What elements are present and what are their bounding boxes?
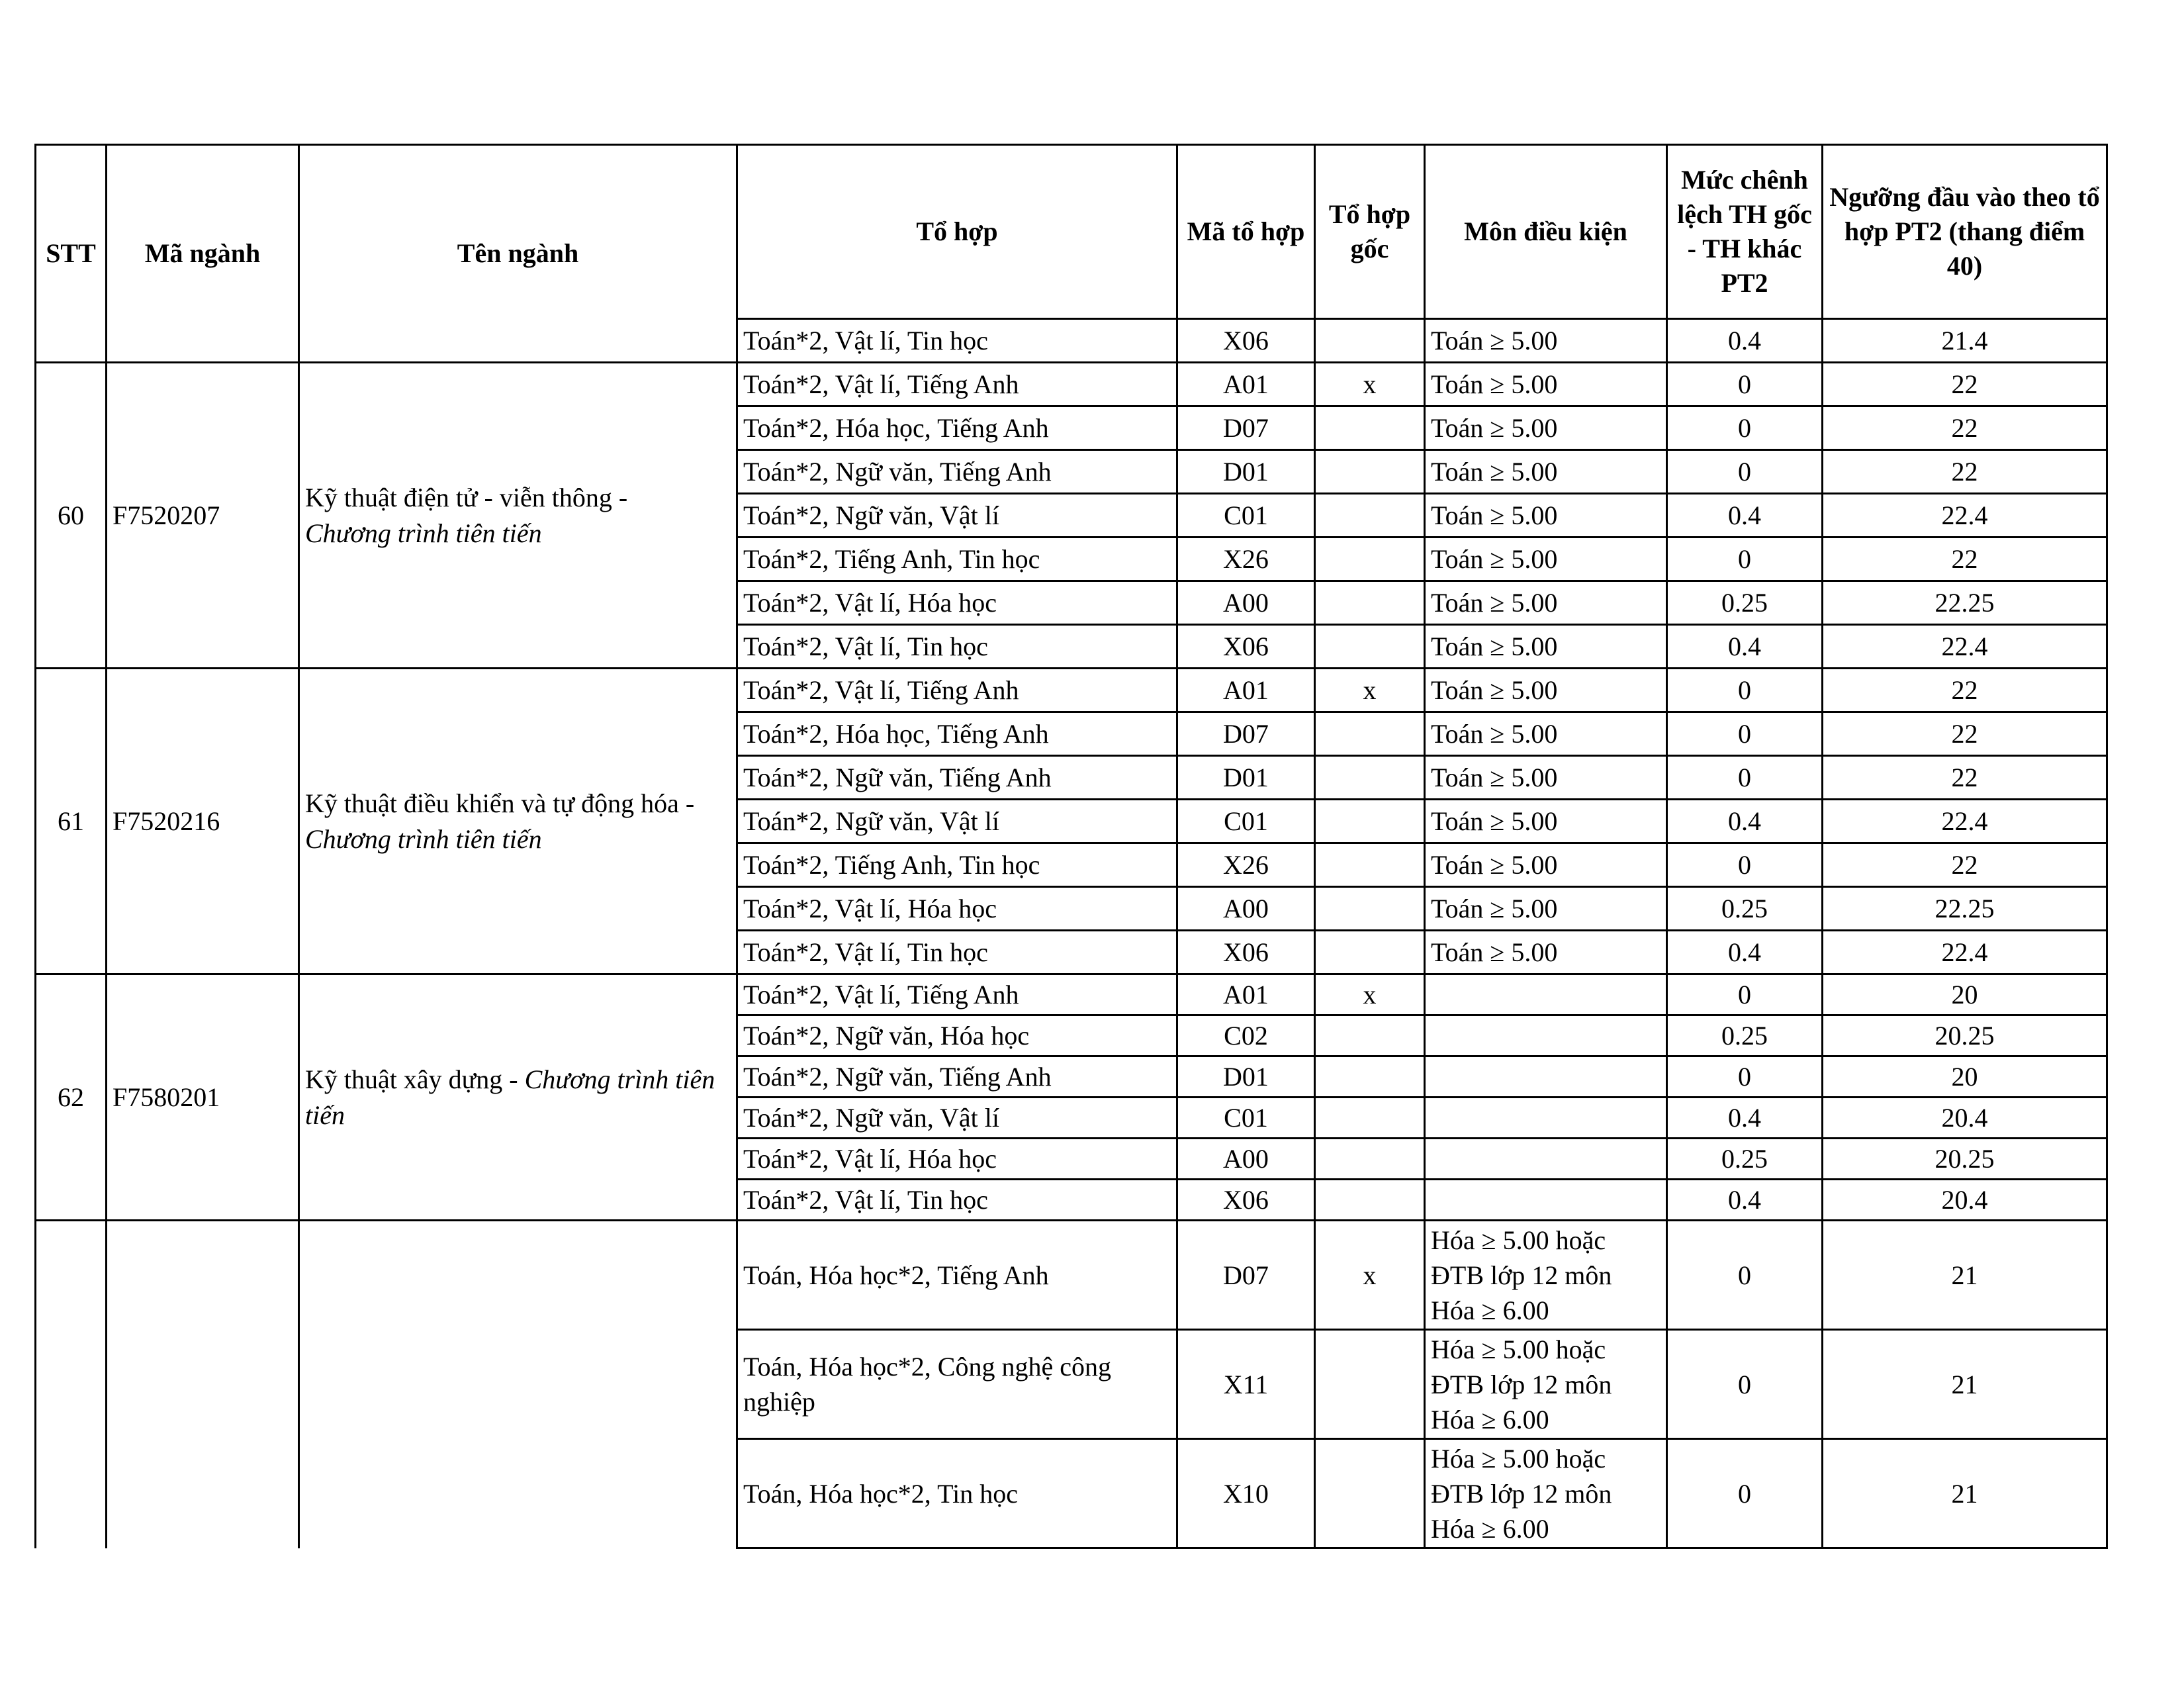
cell-to-hop: Toán*2, Tiếng Anh, Tin học (737, 843, 1177, 887)
cell-mon-dieu-kien: Toán ≥ 5.00 (1425, 581, 1667, 625)
cell-mon-dieu-kien: Toán ≥ 5.00 (1425, 494, 1667, 538)
ten-nganh-text: Kỹ thuật xây dựng - (305, 1064, 525, 1094)
cell-to-hop-goc (1315, 756, 1425, 800)
cell-ten-nganh (299, 1221, 737, 1548)
ten-nganh-text: Kỹ thuật điều khiển và tự động hóa - (305, 788, 695, 818)
cell-ma-to-hop: X06 (1177, 1180, 1315, 1221)
cell-chenh-lech: 0 (1667, 1221, 1823, 1330)
cell-to-hop-goc (1315, 1056, 1425, 1098)
header-row (36, 145, 2107, 319)
cell-to-hop: Toán*2, Ngữ văn, Tiếng Anh (737, 450, 1177, 494)
cell-nguong: 22.4 (1823, 494, 2107, 538)
cell-to-hop-goc (1315, 1330, 1425, 1439)
cell-mon-dieu-kien (1425, 1180, 1667, 1221)
cell-chenh-lech: 0 (1667, 406, 1823, 450)
cell-mon-dieu-kien (1425, 1439, 1667, 1548)
cell-to-hop: Toán*2, Vật lí, Hóa học (737, 1139, 1177, 1180)
cell-nguong: 20.25 (1823, 1139, 2107, 1180)
cell-to-hop-goc (1315, 1139, 1425, 1180)
cell-mon-dieu-kien: Toán ≥ 5.00 (1425, 538, 1667, 581)
cell-nguong: 21 (1823, 1439, 2107, 1548)
cell-ma-nganh: F7520207 (107, 363, 299, 669)
cell-chenh-lech: 0.4 (1667, 1098, 1823, 1139)
cell-ma-to-hop: D07 (1177, 712, 1315, 756)
cell-nguong: 22.4 (1823, 625, 2107, 669)
cell-mon-dieu-kien (1425, 1098, 1667, 1139)
cell-chenh-lech: 0.25 (1667, 1139, 1823, 1180)
cell-nguong: 22 (1823, 450, 2107, 494)
cell-to-hop-goc (1315, 1098, 1425, 1139)
cell-chenh-lech: 0 (1667, 669, 1823, 712)
cell-mon-dieu-kien: Toán ≥ 5.00 (1425, 406, 1667, 450)
cell-to-hop-goc (1315, 450, 1425, 494)
cell-ma-to-hop: D07 (1177, 406, 1315, 450)
cell-to-hop: Toán*2, Ngữ văn, Hóa học (737, 1015, 1177, 1056)
cell-ma-to-hop: A01 (1177, 669, 1315, 712)
cell-chenh-lech: 0 (1667, 1330, 1823, 1439)
cell-ma-to-hop: X10 (1177, 1439, 1315, 1548)
cell-ma-to-hop: D01 (1177, 450, 1315, 494)
cell-to-hop: Toán*2, Vật lí, Tiếng Anh (737, 974, 1177, 1015)
cell-chenh-lech: 0.4 (1667, 319, 1823, 363)
condition-line-3: Hóa ≥ 6.00 (1431, 1295, 1549, 1325)
cell-nguong: 22 (1823, 406, 2107, 450)
cell-to-hop-goc (1315, 800, 1425, 843)
condition-line-2: ĐTB lớp 12 môn (1431, 1478, 1612, 1509)
cell-to-hop-goc: x (1315, 363, 1425, 406)
cell-to-hop-goc (1315, 494, 1425, 538)
cell-to-hop: Toán, Hóa học*2, Tiếng Anh (737, 1221, 1177, 1330)
cell-chenh-lech: 0 (1667, 756, 1823, 800)
cell-ma-to-hop: C01 (1177, 1098, 1315, 1139)
cell-to-hop-goc (1315, 406, 1425, 450)
cell-to-hop: Toán*2, Vật lí, Tin học (737, 625, 1177, 669)
cell-chenh-lech: 0.25 (1667, 1015, 1823, 1056)
cell-ma-to-hop: C01 (1177, 800, 1315, 843)
cell-nguong: 22 (1823, 756, 2107, 800)
col-header-stt: STT (36, 145, 107, 363)
cell-nguong: 22.4 (1823, 800, 2107, 843)
cell-nguong: 22 (1823, 669, 2107, 712)
cell-chenh-lech: 0 (1667, 363, 1823, 406)
cell-ten-nganh (299, 669, 737, 974)
cell-ma-to-hop: C01 (1177, 494, 1315, 538)
cell-chenh-lech: 0.4 (1667, 1180, 1823, 1221)
cell-to-hop-goc (1315, 887, 1425, 931)
cell-mon-dieu-kien (1425, 1015, 1667, 1056)
cell-to-hop: Toán*2, Hóa học, Tiếng Anh (737, 712, 1177, 756)
cell-nguong: 20 (1823, 1056, 2107, 1098)
cell-mon-dieu-kien: Toán ≥ 5.00 (1425, 931, 1667, 974)
cell-to-hop-goc (1315, 931, 1425, 974)
cell-nguong: 21.4 (1823, 319, 2107, 363)
cell-stt: 62 (36, 974, 107, 1221)
cell-ten-nganh (299, 363, 737, 669)
cell-to-hop: Toán*2, Vật lí, Tin học (737, 1180, 1177, 1221)
cell-to-hop: Toán, Hóa học*2, Công nghệ công nghiệp (737, 1330, 1177, 1439)
cell-mon-dieu-kien (1425, 1330, 1667, 1439)
cell-to-hop-goc (1315, 1180, 1425, 1221)
cell-chenh-lech: 0.4 (1667, 494, 1823, 538)
cell-to-hop: Toán, Hóa học*2, Tin học (737, 1439, 1177, 1548)
cell-to-hop-goc (1315, 1015, 1425, 1056)
cell-ma-to-hop: C02 (1177, 1015, 1315, 1056)
cell-mon-dieu-kien: Toán ≥ 5.00 (1425, 800, 1667, 843)
cell-chenh-lech: 0 (1667, 843, 1823, 887)
cell-mon-dieu-kien: Toán ≥ 5.00 (1425, 712, 1667, 756)
cell-chenh-lech: 0.4 (1667, 800, 1823, 843)
cell-chenh-lech: 0 (1667, 974, 1823, 1015)
cell-to-hop-goc (1315, 625, 1425, 669)
cell-nguong: 22.25 (1823, 887, 2107, 931)
cell-to-hop: Toán*2, Vật lí, Hóa học (737, 887, 1177, 931)
condition-line-3: Hóa ≥ 6.00 (1431, 1513, 1549, 1544)
cell-to-hop: Toán*2, Hóa học, Tiếng Anh (737, 406, 1177, 450)
cell-nguong: 22 (1823, 843, 2107, 887)
cell-ma-to-hop: A00 (1177, 581, 1315, 625)
cell-to-hop: Toán*2, Ngữ văn, Vật lí (737, 494, 1177, 538)
condition-line-2: ĐTB lớp 12 môn (1431, 1369, 1612, 1399)
cell-mon-dieu-kien (1425, 1056, 1667, 1098)
cell-nguong: 22 (1823, 363, 2107, 406)
condition-line-1: Hóa ≥ 5.00 hoặc (1431, 1334, 1606, 1364)
cell-to-hop-goc (1315, 538, 1425, 581)
cell-ma-to-hop: A00 (1177, 887, 1315, 931)
cell-to-hop-goc: x (1315, 669, 1425, 712)
cell-chenh-lech: 0.4 (1667, 931, 1823, 974)
cell-nguong: 22.25 (1823, 581, 2107, 625)
cell-to-hop: Toán*2, Tiếng Anh, Tin học (737, 538, 1177, 581)
cell-nguong: 22.4 (1823, 931, 2107, 974)
cell-ma-to-hop: X26 (1177, 843, 1315, 887)
cell-stt: 60 (36, 363, 107, 669)
ten-nganh-program: Chương trình tiên tiến (305, 518, 542, 548)
cell-ma-to-hop: X11 (1177, 1330, 1315, 1439)
col-header-ten-nganh: Tên ngành (299, 145, 737, 363)
cell-to-hop: Toán*2, Ngữ văn, Tiếng Anh (737, 1056, 1177, 1098)
table-row (36, 669, 2107, 712)
cell-to-hop: Toán*2, Ngữ văn, Tiếng Anh (737, 756, 1177, 800)
cell-ma-to-hop: A01 (1177, 974, 1315, 1015)
col-header-ma-to-hop: Mã tổ hợp (1177, 145, 1315, 319)
cell-ma-to-hop: D01 (1177, 756, 1315, 800)
condition-line-2: ĐTB lớp 12 môn (1431, 1260, 1612, 1290)
cell-chenh-lech: 0.25 (1667, 887, 1823, 931)
cell-nguong: 20.25 (1823, 1015, 2107, 1056)
cell-ma-nganh (107, 1221, 299, 1548)
cell-nguong: 20 (1823, 974, 2107, 1015)
cell-chenh-lech: 0 (1667, 538, 1823, 581)
ten-nganh-program: Chương trình tiên tiến (305, 1064, 715, 1130)
cell-to-hop-goc (1315, 843, 1425, 887)
cell-to-hop: Toán*2, Vật lí, Tin học (737, 931, 1177, 974)
cell-ma-to-hop: D07 (1177, 1221, 1315, 1330)
cell-nguong: 20.4 (1823, 1098, 2107, 1139)
cell-mon-dieu-kien: Toán ≥ 5.00 (1425, 756, 1667, 800)
cell-to-hop-goc (1315, 712, 1425, 756)
cell-ma-to-hop: X06 (1177, 319, 1315, 363)
cell-ten-nganh (299, 974, 737, 1221)
cell-mon-dieu-kien: Toán ≥ 5.00 (1425, 843, 1667, 887)
condition-line-1: Hóa ≥ 5.00 hoặc (1431, 1225, 1606, 1255)
table-row (36, 974, 2107, 1015)
cell-mon-dieu-kien (1425, 974, 1667, 1015)
cell-to-hop-goc: x (1315, 974, 1425, 1015)
cell-chenh-lech: 0.25 (1667, 581, 1823, 625)
cell-nguong: 22 (1823, 538, 2107, 581)
cell-to-hop-goc (1315, 1439, 1425, 1548)
cell-nguong: 20.4 (1823, 1180, 2107, 1221)
cell-chenh-lech: 0.4 (1667, 625, 1823, 669)
cell-ma-to-hop: A00 (1177, 1139, 1315, 1180)
cell-ma-nganh: F7580201 (107, 974, 299, 1221)
ten-nganh-program: Chương trình tiên tiến (305, 823, 542, 854)
cell-nguong: 22 (1823, 712, 2107, 756)
cell-mon-dieu-kien (1425, 1139, 1667, 1180)
col-header-ma-nganh: Mã ngành (107, 145, 299, 363)
cell-to-hop-goc: x (1315, 1221, 1425, 1330)
cell-to-hop: Toán*2, Ngữ văn, Vật lí (737, 1098, 1177, 1139)
col-header-nguong: Ngưỡng đầu vào theo tổ hợp PT2 (thang điểm 40) (1823, 145, 2107, 319)
cell-mon-dieu-kien: Toán ≥ 5.00 (1425, 887, 1667, 931)
col-header-mon-dieu-kien: Môn điều kiện (1425, 145, 1667, 319)
cell-nguong: 21 (1823, 1221, 2107, 1330)
cell-to-hop-goc (1315, 319, 1425, 363)
cell-ma-to-hop: A01 (1177, 363, 1315, 406)
cell-ma-to-hop: X06 (1177, 625, 1315, 669)
col-header-to-hop: Tổ hợp (737, 145, 1177, 319)
admission-table (34, 144, 2108, 1549)
cell-nguong: 21 (1823, 1330, 2107, 1439)
cell-mon-dieu-kien: Toán ≥ 5.00 (1425, 625, 1667, 669)
condition-line-3: Hóa ≥ 6.00 (1431, 1404, 1549, 1434)
table-row (36, 1221, 2107, 1330)
cell-ma-nganh: F7520216 (107, 669, 299, 974)
cell-mon-dieu-kien: Toán ≥ 5.00 (1425, 363, 1667, 406)
cell-mon-dieu-kien: Toán ≥ 5.00 (1425, 669, 1667, 712)
cell-to-hop: Toán*2, Ngữ văn, Vật lí (737, 800, 1177, 843)
col-header-muc-chenh-lech: Mức chênh lệch TH gốc - TH khác PT2 (1667, 145, 1823, 319)
cell-chenh-lech: 0 (1667, 1439, 1823, 1548)
cell-ma-to-hop: X26 (1177, 538, 1315, 581)
cell-mon-dieu-kien: Toán ≥ 5.00 (1425, 450, 1667, 494)
cell-chenh-lech: 0 (1667, 450, 1823, 494)
cell-to-hop: Toán*2, Vật lí, Hóa học (737, 581, 1177, 625)
cell-stt (36, 1221, 107, 1548)
cell-chenh-lech: 0 (1667, 1056, 1823, 1098)
ten-nganh-text: Kỹ thuật điện tử - viễn thông - (305, 482, 628, 512)
cell-to-hop: Toán*2, Vật lí, Tiếng Anh (737, 363, 1177, 406)
cell-to-hop: Toán*2, Vật lí, Tiếng Anh (737, 669, 1177, 712)
cell-ma-to-hop: X06 (1177, 931, 1315, 974)
cell-mon-dieu-kien: Toán ≥ 5.00 (1425, 319, 1667, 363)
cell-chenh-lech: 0 (1667, 712, 1823, 756)
table-row (36, 363, 2107, 406)
cell-ma-to-hop: D01 (1177, 1056, 1315, 1098)
cell-to-hop-goc (1315, 581, 1425, 625)
cell-to-hop: Toán*2, Vật lí, Tin học (737, 319, 1177, 363)
condition-line-1: Hóa ≥ 5.00 hoặc (1431, 1443, 1606, 1474)
col-header-to-hop-goc: Tổ hợp gốc (1315, 145, 1425, 319)
cell-mon-dieu-kien (1425, 1221, 1667, 1330)
cell-stt: 61 (36, 669, 107, 974)
